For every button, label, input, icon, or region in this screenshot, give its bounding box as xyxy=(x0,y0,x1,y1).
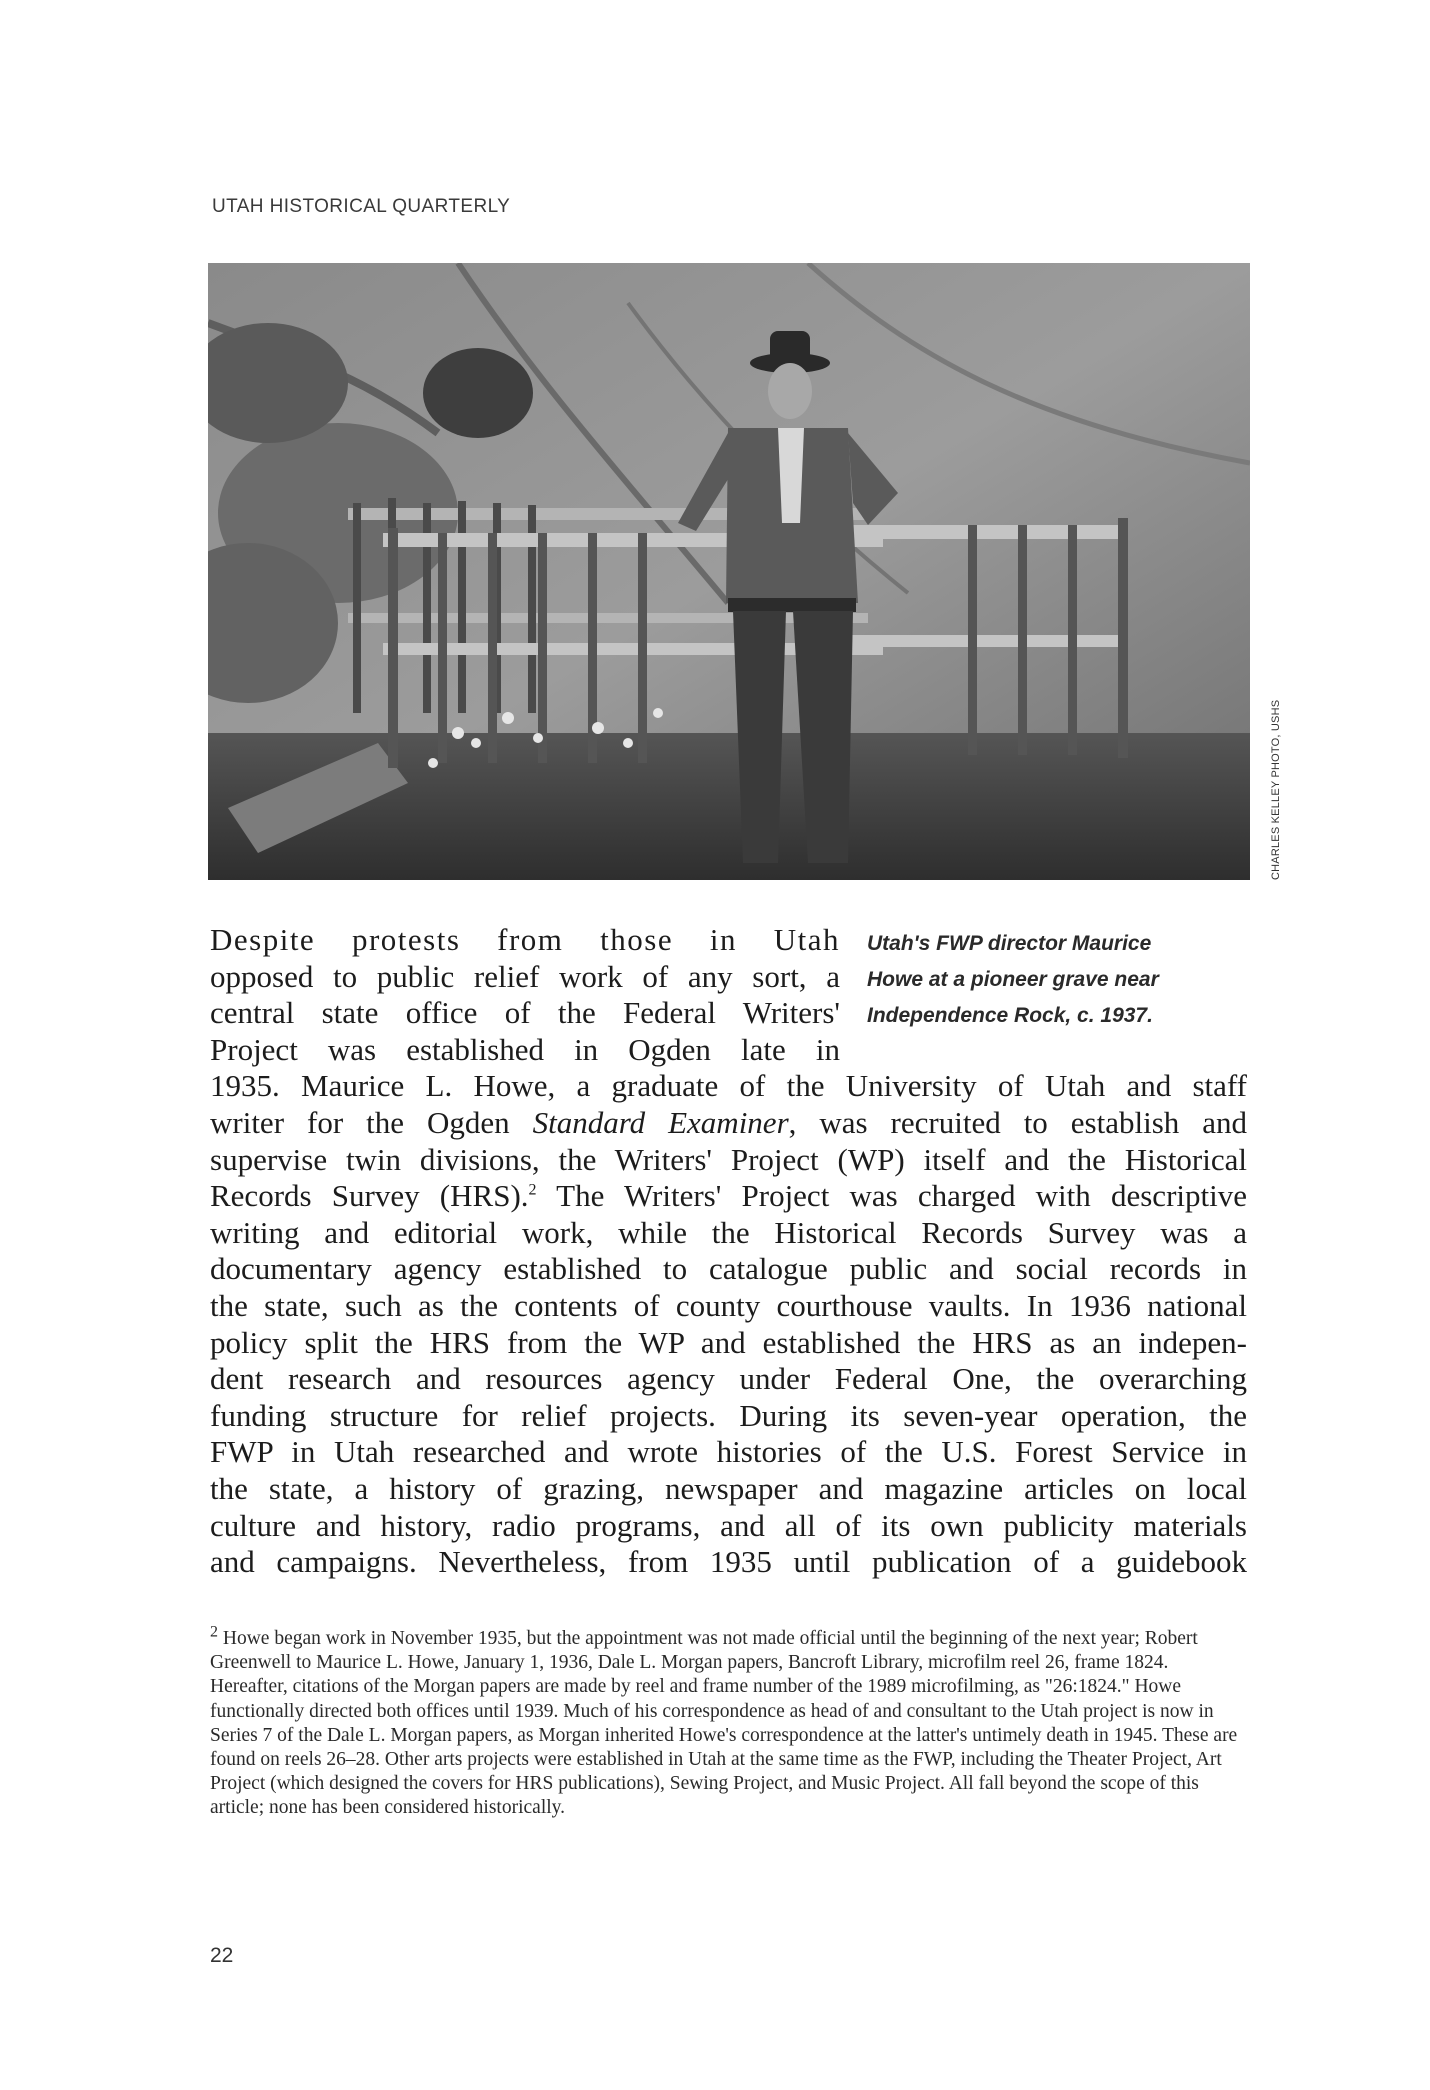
footnote-marker: 2 xyxy=(210,1623,218,1641)
body-line: supervise twin divisions, the Writers' Project (WP) itself and the Historical xyxy=(210,1141,1247,1177)
body-line: opposed to public relief work of any sort, a xyxy=(210,958,840,994)
body-line: central state office of the Federal Writers' xyxy=(210,995,840,1031)
body-text xyxy=(210,922,1247,1581)
body-line: dent research and resources agency under Federal One, the overarching xyxy=(210,1361,1247,1397)
footnote-ref-2[interactable]: 2 xyxy=(528,1181,537,1199)
body-line: policy split the HRS from the WP and established the HRS as an indepen- xyxy=(210,1324,1247,1360)
footnote-text: Howe began work in November 1935, but the appointment was not made official until the beginning of the next year; Robert Greenwell to Maurice L. Howe, January 1, 1936, Dale L. Morgan papers, Bancroft Library, microfilm reel 26, frame 1824. Hereafter, citations of the Morgan papers are made by reel and frame number of the 1989 microfilming, as "26:1824." Howe functionally directed both offices until 1939. Much of his correspondence as head of and consultant to the Utah project is now in Series 7 of the Dale L. Morgan papers, as Morgan inherited Howe's correspondence at the latter's untimely death in 1945. These are found on reels 26–28. Other arts projects were established in Utah at the same time as the FWP, including the Theater Project, Art Project (which designed the covers for HRS publications), Sewing Project, and Music Project. All fall beyond the scope of this article; none has been considered historically. xyxy=(210,1628,1238,1819)
body-line: FWP in Utah researched and wrote histories of the U.S. Forest Service in xyxy=(210,1434,1247,1470)
body-line: and campaigns. Nevertheless, from 1935 until publication of a guidebook xyxy=(210,1544,1247,1580)
body-line xyxy=(210,1105,1247,1142)
body-line xyxy=(210,1178,1247,1215)
body-line: writing and editorial work, while the Historical Records Survey was a xyxy=(210,1214,1247,1250)
body-line: culture and history, radio programs, and all of its own publicity materials xyxy=(210,1507,1247,1543)
body-fragment: Records Survey (HRS). xyxy=(210,1178,529,1214)
photo-illustration xyxy=(208,263,1250,880)
body-line: 1935. Maurice L. Howe, a graduate of the University of Utah and staff xyxy=(210,1068,1247,1104)
caption-line: Independence Rock, c. 1937. xyxy=(867,1004,1153,1027)
newspaper-title: Standard Examiner xyxy=(532,1104,789,1140)
body-line: documentary agency established to catalogue public and social records in xyxy=(210,1251,1247,1287)
body-line: funding structure for relief projects. During its seven-year operation, the xyxy=(210,1397,1247,1433)
body-fragment: The Writers' Project was charged with descriptive xyxy=(536,1178,1247,1214)
body-line: the state, such as the contents of county courthouse vaults. In 1936 national xyxy=(210,1287,1247,1323)
caption-line: Howe at a pioneer grave near xyxy=(867,968,1159,991)
page-number: 22 xyxy=(210,1944,234,1967)
footnote-2 xyxy=(210,1623,1247,1821)
body-line: Project was established in Ogden late in xyxy=(210,1031,840,1067)
photo-howe-pioneer-grave xyxy=(208,263,1250,880)
caption-line: Utah's FWP director Maurice xyxy=(867,932,1152,955)
body-line: the state, a history of grazing, newspaper and magazine articles on local xyxy=(210,1470,1247,1506)
photo-credit: CHARLES KELLEY PHOTO, USHS xyxy=(1270,699,1282,880)
body-fragment: , was recruited to establish and xyxy=(788,1104,1248,1140)
body-fragment: writer for the Ogden xyxy=(210,1104,533,1140)
running-head: UTAH HISTORICAL QUARTERLY xyxy=(212,196,511,217)
body-line: Despite protests from those in Utah xyxy=(210,922,840,957)
